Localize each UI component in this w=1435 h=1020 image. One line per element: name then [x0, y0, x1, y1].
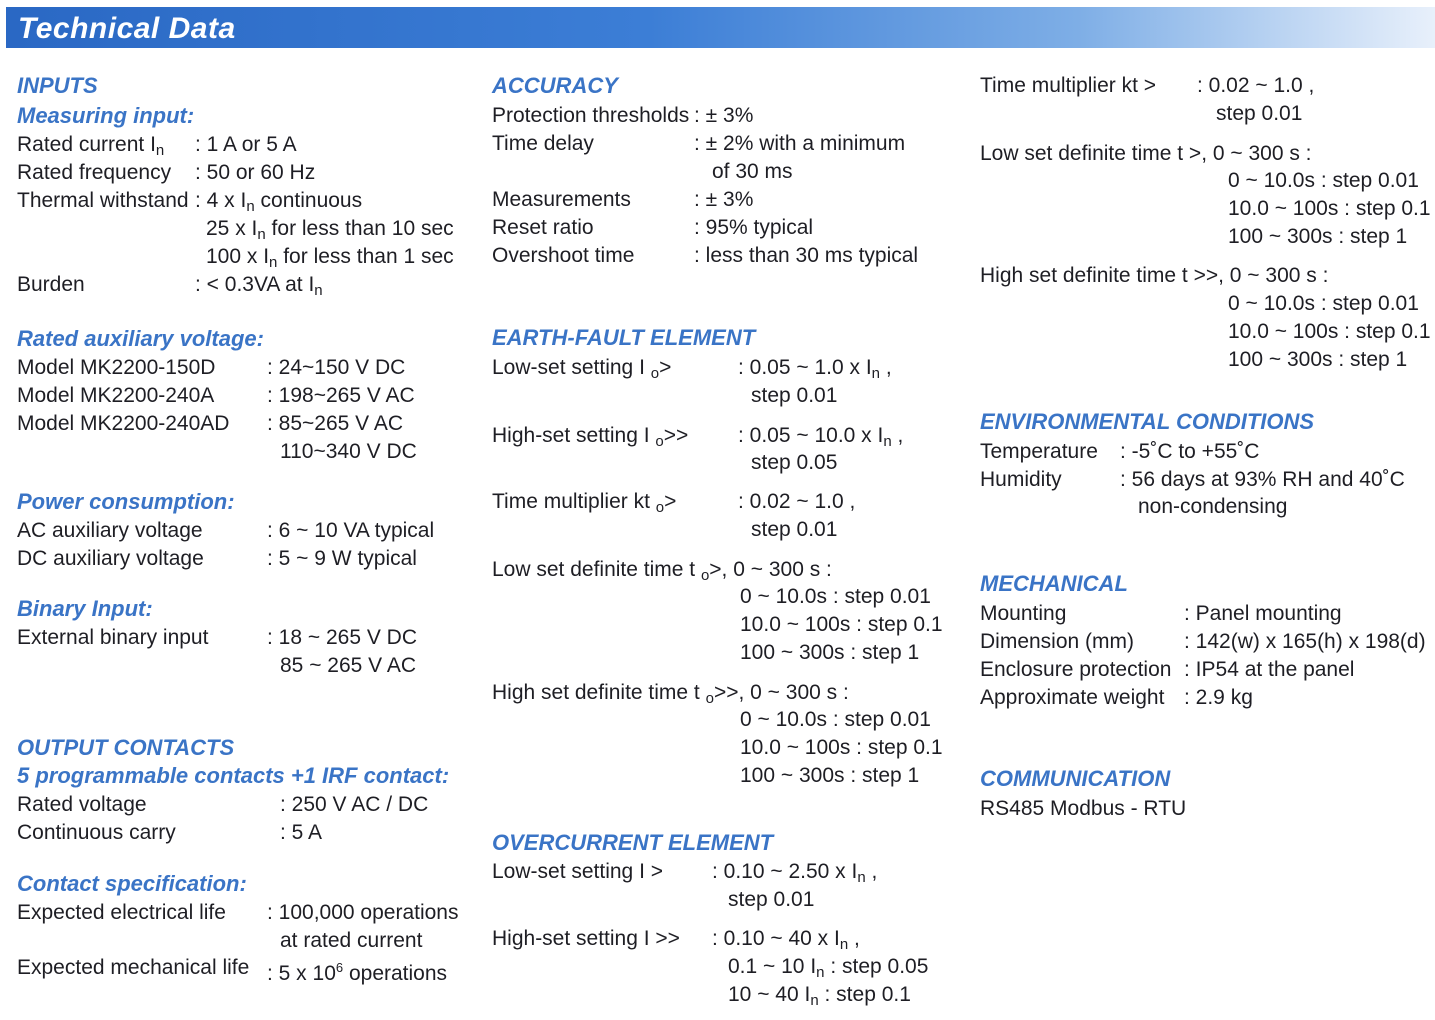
- ef-high-definite-time-label: High set definite time t $_o$>>, 0 ~ 300 s :: [492, 681, 849, 707]
- humidity-value-2: non-condensing: [1138, 495, 1288, 518]
- mechanical-life-label: Expected mechanical life: [17, 956, 250, 979]
- model-240a-value: : 198~265 V AC: [267, 384, 415, 407]
- oc-low-range-3: 100 ~ 300s : step 1: [1228, 225, 1408, 248]
- inputs-heading: INPUTS: [17, 73, 98, 98]
- mounting-label: Mounting: [980, 602, 1067, 625]
- ef-time-multiplier-label: Time multiplier kt $_o$>: [492, 490, 677, 516]
- earth-fault-heading: EARTH-FAULT ELEMENT: [492, 325, 756, 350]
- oc-high-set-value: : 0.10 ~ 40 x $I_n$ ,: [712, 927, 860, 953]
- measurements-label: Measurements: [492, 188, 631, 211]
- thermal-withstand-label: Thermal withstand: [17, 189, 189, 212]
- electrical-life-value: : 100,000 operations: [267, 901, 459, 924]
- overshoot-time-label: Overshoot time: [492, 244, 635, 267]
- oc-high-range-3: 100 ~ 300s : step 1: [1228, 348, 1408, 371]
- model-150d-value: : 24~150 V DC: [267, 356, 406, 379]
- humidity-value: : 56 days at 93% RH and 40˚C: [1120, 468, 1405, 491]
- ext-binary-value: : 18 ~ 265 V DC: [267, 626, 418, 649]
- electrical-life-label: Expected electrical life: [17, 901, 226, 924]
- mechanical-life-value: : 5 x $10^6$ operations: [267, 960, 448, 985]
- ext-binary-label: External binary input: [17, 626, 209, 649]
- oc-time-multiplier-label: Time multiplier kt >: [980, 74, 1157, 97]
- oc-low-set-step: step 0.01: [728, 888, 815, 911]
- ac-aux-label: AC auxiliary voltage: [17, 519, 203, 542]
- aux-voltage-heading: Rated auxiliary voltage:: [17, 326, 264, 351]
- oc-high-set-label: High-set setting I >>: [492, 927, 680, 950]
- ef-time-multiplier-step: step 0.01: [751, 518, 838, 541]
- burden-value: : < 0.3VA at $I_n$: [195, 273, 323, 299]
- electrical-life-value-2: at rated current: [280, 929, 423, 952]
- rated-current-label: Rated current $I_n$: [17, 133, 165, 159]
- thermal-withstand-value: : 4 x $I_n$ continuous: [195, 189, 363, 215]
- oc-low-range-1: 0 ~ 10.0s : step 0.01: [1228, 169, 1419, 192]
- ef-high-set-label: High-set setting I $_o$>>: [492, 424, 689, 450]
- rated-voltage-value: : 250 V AC / DC: [280, 793, 429, 816]
- ef-low-range-1: 0 ~ 10.0s : step 0.01: [740, 585, 931, 608]
- oc-high-range-2: 10.0 ~ 100s : step 0.1: [1228, 320, 1431, 343]
- model-150d-label: Model MK2200-150D: [17, 356, 216, 379]
- weight-label: Approximate weight: [980, 686, 1165, 709]
- continuous-carry-label: Continuous carry: [17, 821, 176, 844]
- output-contacts-heading: OUTPUT CONTACTS: [17, 735, 235, 760]
- ef-low-set-value: : 0.05 ~ 1.0 x $I_n$ ,: [738, 356, 892, 382]
- oc-low-set-value: : 0.10 ~ 2.50 x $I_n$ ,: [712, 860, 878, 886]
- protection-thresholds-value: : ± 3%: [694, 104, 754, 127]
- oc-low-range-2: 10.0 ~ 100s : step 0.1: [1228, 197, 1431, 220]
- ef-low-range-3: 100 ~ 300s : step 1: [740, 641, 920, 664]
- time-delay-value-2: of 30 ms: [712, 160, 793, 183]
- power-consumption-heading: Power consumption:: [17, 489, 235, 514]
- time-delay-value: : ± 2% with a minimum: [694, 132, 906, 155]
- model-240ad-value: : 85~265 V AC: [267, 412, 404, 435]
- rated-voltage-label: Rated voltage: [17, 793, 147, 816]
- communication-heading: COMMUNICATION: [980, 766, 1171, 791]
- accuracy-heading: ACCURACY: [492, 73, 618, 98]
- oc-high-range-3: 10 ~ 40 $I_n$ : step 0.1: [728, 983, 911, 1009]
- ef-low-set-label: Low-set setting I $_o$>: [492, 356, 672, 382]
- dimension-label: Dimension (mm): [980, 630, 1135, 653]
- ef-low-set-step: step 0.01: [751, 384, 838, 407]
- oc-high-range-1: 0 ~ 10.0s : step 0.01: [1228, 292, 1419, 315]
- ef-high-range-3: 100 ~ 300s : step 1: [740, 764, 920, 787]
- ef-low-definite-time-label: Low set definite time t $_o$>, 0 ~ 300 s :: [492, 558, 832, 584]
- ef-low-range-2: 10.0 ~ 100s : step 0.1: [740, 613, 943, 636]
- humidity-label: Humidity: [980, 468, 1062, 491]
- oc-high-definite-time-label: High set definite time t >>, 0 ~ 300 s :: [980, 264, 1329, 287]
- oc-time-multiplier-step: step 0.01: [1216, 102, 1303, 125]
- measuring-input-heading: Measuring input:: [17, 103, 195, 128]
- programmable-contacts-heading: 5 programmable contacts +1 IRF contact:: [17, 763, 450, 788]
- burden-label: Burden: [17, 273, 85, 296]
- ef-time-multiplier-value: : 0.02 ~ 1.0 ,: [738, 490, 856, 513]
- rated-frequency-label: Rated frequency: [17, 161, 172, 184]
- environmental-heading: ENVIRONMENTAL CONDITIONS: [980, 409, 1315, 434]
- mechanical-heading: MECHANICAL: [980, 571, 1128, 596]
- dc-aux-value: : 5 ~ 9 W typical: [267, 547, 417, 570]
- oc-high-range-2: 0.1 ~ 10 $I_n$ : step 0.05: [728, 955, 929, 981]
- measurements-value: : ± 3%: [694, 188, 754, 211]
- mounting-value: : Panel mounting: [1184, 602, 1342, 625]
- oc-time-multiplier-value: : 0.02 ~ 1.0 ,: [1197, 74, 1315, 97]
- continuous-carry-value: : 5 A: [280, 821, 323, 844]
- thermal-withstand-value-3: 100 x $I_n$ for less than 1 sec: [206, 245, 454, 271]
- reset-ratio-label: Reset ratio: [492, 216, 594, 239]
- weight-value: : 2.9 kg: [1184, 686, 1253, 709]
- ef-high-set-step: step 0.05: [751, 451, 838, 474]
- dimension-value: : 142(w) x 165(h) x 198(d): [1184, 630, 1426, 653]
- rated-frequency-value: : 50 or 60 Hz: [195, 161, 316, 184]
- dc-aux-label: DC auxiliary voltage: [17, 547, 204, 570]
- oc-low-set-label: Low-set setting I >: [492, 860, 664, 883]
- ac-aux-value: : 6 ~ 10 VA typical: [267, 519, 435, 542]
- model-240ad-label: Model MK2200-240AD: [17, 412, 230, 435]
- reset-ratio-value: : 95% typical: [694, 216, 814, 239]
- thermal-withstand-value-2: 25 x $I_n$ for less than 10 sec: [206, 217, 454, 243]
- ef-high-range-1: 0 ~ 10.0s : step 0.01: [740, 708, 931, 731]
- ef-high-set-value: : 0.05 ~ 10.0 x $I_n$ ,: [738, 424, 904, 450]
- enclosure-label: Enclosure protection: [980, 658, 1172, 681]
- ext-binary-value-2: 85 ~ 265 V AC: [280, 654, 417, 677]
- oc-low-definite-time-label: Low set definite time t >, 0 ~ 300 s :: [980, 142, 1312, 165]
- ef-high-range-2: 10.0 ~ 100s : step 0.1: [740, 736, 943, 759]
- temperature-value: : -5˚C to +55˚C: [1120, 440, 1260, 463]
- temperature-label: Temperature: [980, 440, 1098, 463]
- communication-protocol: RS485 Modbus - RTU: [980, 797, 1187, 820]
- model-240ad-value-2: 110~340 V DC: [280, 440, 417, 463]
- model-240a-label: Model MK2200-240A: [17, 384, 215, 407]
- overshoot-time-value: : less than 30 ms typical: [694, 244, 919, 267]
- overcurrent-heading: OVERCURRENT ELEMENT: [492, 830, 774, 855]
- time-delay-label: Time delay: [492, 132, 594, 155]
- rated-current-value: : 1 A or 5 A: [195, 133, 297, 156]
- contact-spec-heading: Contact specification:: [17, 871, 247, 896]
- binary-input-heading: Binary Input:: [17, 596, 153, 621]
- title-banner: [6, 7, 1435, 48]
- protection-thresholds-label: Protection thresholds: [492, 104, 690, 127]
- enclosure-value: : IP54 at the panel: [1184, 658, 1355, 681]
- page-title: Technical Data: [18, 12, 236, 45]
